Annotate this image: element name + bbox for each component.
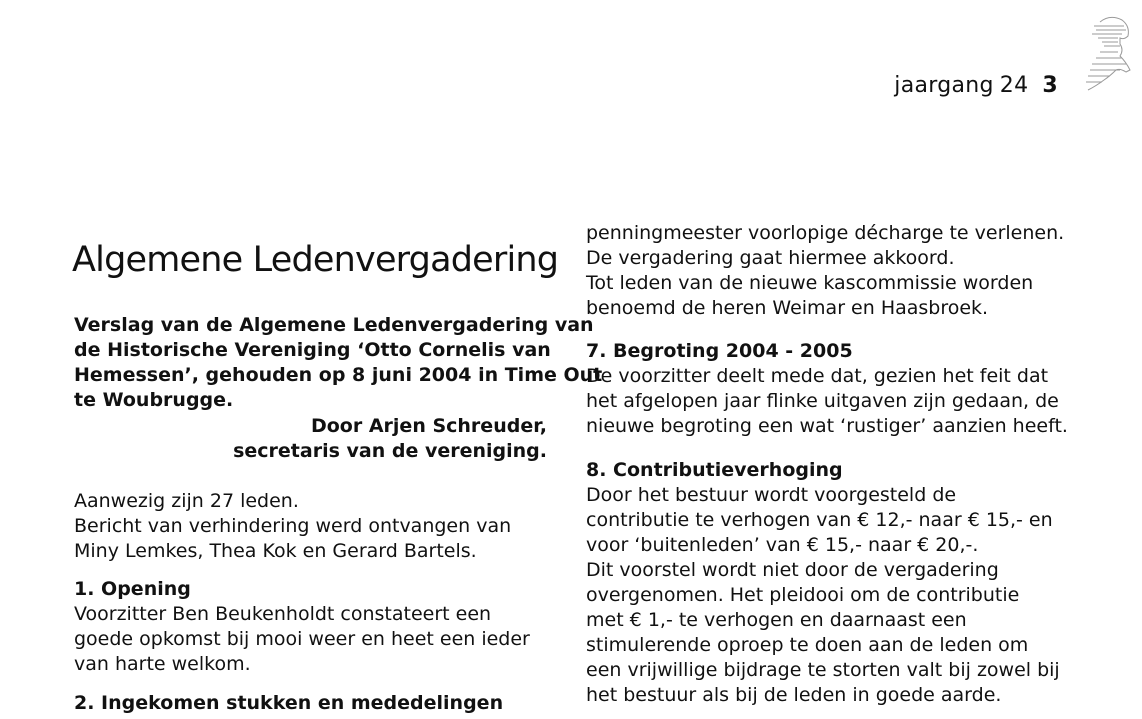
paragraph-line: De vergadering gaat hiermee akkoord. bbox=[586, 247, 955, 269]
attendance-paragraph bbox=[74, 489, 511, 564]
section-incoming bbox=[74, 691, 503, 716]
article-intro bbox=[74, 313, 602, 413]
intro-line: de Historische Vereniging ‘Otto Cornelis van bbox=[74, 339, 551, 361]
page-header bbox=[894, 73, 1058, 98]
paragraph-line: van harte welkom. bbox=[74, 653, 251, 675]
paragraph-line: goede opkomst bij mooi weer en heet een ieder bbox=[74, 628, 530, 650]
paragraph-line: Door het bestuur wordt voorgesteld de bbox=[586, 484, 957, 506]
section-heading: 7. Begroting 2004 - 2005 bbox=[586, 340, 853, 362]
byline-author: Door Arjen Schreuder, bbox=[310, 415, 547, 437]
byline-role: secretaris van de vereniging. bbox=[233, 440, 547, 462]
section-heading: 2. Ingekomen stukken en mededelingen bbox=[74, 692, 504, 714]
section-heading: 8. Contributieverhoging bbox=[586, 459, 843, 481]
paragraph-line: Tot leden van de nieuwe kascommissie worden bbox=[586, 272, 1034, 294]
paragraph-line: het bestuur als bij de leden in goede aarde. bbox=[586, 684, 1002, 706]
intro-line: Hemessen’, gehouden op 8 juni 2004 in Time Out bbox=[74, 364, 603, 386]
article-title: Algemene Ledenvergadering bbox=[72, 240, 559, 280]
paragraph-line: penningmeester voorlopige décharge te verlenen. bbox=[586, 222, 1065, 244]
paragraph-line: stimulerende oproep te doen aan de leden om bbox=[586, 634, 1029, 656]
paragraph-line: Dit voorstel wordt niet door de vergadering bbox=[586, 559, 999, 581]
paragraph-line: Voorzitter Ben Beukenholdt constateert een bbox=[74, 603, 492, 625]
paragraph-line: Miny Lemkes, Thea Kok en Gerard Bartels. bbox=[74, 540, 477, 562]
paragraph-line: Aanwezig zijn 27 leden. bbox=[74, 490, 299, 512]
paragraph-line: benoemd de heren Weimar en Haasbroek. bbox=[586, 297, 989, 319]
volume-label: jaargang bbox=[894, 73, 994, 98]
page-number: 3 bbox=[1042, 73, 1058, 98]
intro-line: te Woubrugge. bbox=[74, 389, 234, 411]
volume-number: 24 bbox=[999, 73, 1029, 98]
paragraph-line: een vrijwillige bijdrage te storten valt bij zowel bij bbox=[586, 659, 1060, 681]
section-heading: 1. Opening bbox=[74, 578, 191, 600]
paragraph-line: het afgelopen jaar flinke uitgaven zijn gedaan, de bbox=[586, 390, 1059, 412]
paragraph-line: voor ‘buitenleden’ van € 15,- naar € 20,-. bbox=[586, 534, 979, 556]
paragraph-line: overgenomen. Het pleidooi om de contributie bbox=[586, 584, 1020, 606]
section-budget bbox=[586, 339, 1068, 439]
section-contribution bbox=[586, 458, 1060, 708]
paragraph-line: nieuwe begroting een wat ‘rustiger’ aanzien heeft. bbox=[586, 415, 1068, 437]
byline bbox=[233, 414, 547, 464]
discharge-paragraph bbox=[586, 221, 1064, 321]
paragraph-line: De voorzitter deelt mede dat, gezien het feit dat bbox=[586, 365, 1049, 387]
silhouette-portrait-icon bbox=[1080, 10, 1138, 100]
paragraph-line: Bericht van verhindering werd ontvangen van bbox=[74, 515, 512, 537]
section-opening bbox=[74, 577, 530, 677]
paragraph-line: contributie te verhogen van € 12,- naar € 15,- en bbox=[586, 509, 1053, 531]
intro-line: Verslag van de Algemene Ledenvergadering van bbox=[74, 314, 594, 336]
paragraph-line: met € 1,- te verhogen en daarnaast een bbox=[586, 609, 967, 631]
